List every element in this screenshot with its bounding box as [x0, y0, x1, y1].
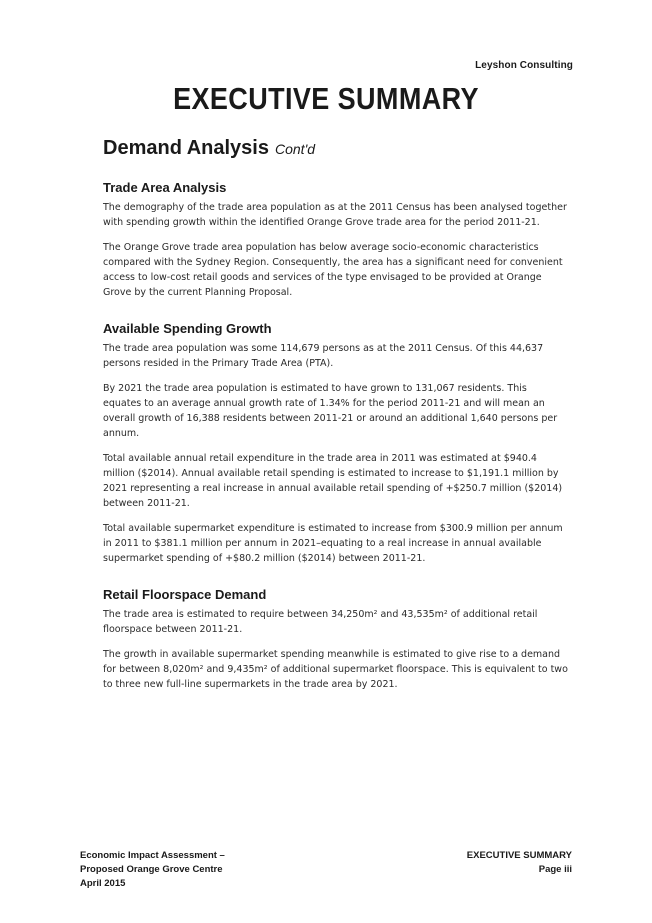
- paragraph: The trade area population was some 114,679 persons as at the 2011 Census. Of this 44,637 persons resided in the Primary Trade Area (PTA).: [103, 343, 544, 369]
- footer-section-name: EXECUTIVE SUMMARY: [466, 850, 572, 861]
- subsection-retail-floorspace-demand: [103, 587, 568, 692]
- subsection-heading: Available Spending Growth: [103, 321, 272, 336]
- subsection-heading: Retail Floorspace Demand: [103, 587, 267, 602]
- paragraph: The Orange Grove trade area population has below average socio-economic characteristics compared with the Sydney Region. Consequently, the area has a significant need for convenient access to low-cost retail goods and services of the type envisaged to be provided at Orange Grove by the current Planning Proposal.: [103, 242, 563, 298]
- section-title-text: Demand Analysis: [103, 137, 269, 159]
- company-name: Leyshon Consulting: [475, 60, 573, 71]
- footer-left: [80, 849, 225, 891]
- subsection-trade-area-analysis: [103, 180, 568, 300]
- paragraph: By 2021 the trade area population is estimated to have grown to 131,067 residents. This equates to an average annual growth rate of 1.34% for the period 2011-21 and will mean an overall growth of 16,388 residents between 2011-21 or around an additional 1,640 persons per annum.: [103, 383, 558, 439]
- footer-report-subtitle: Proposed Orange Grove Centre: [80, 864, 223, 875]
- content-body: [103, 180, 568, 702]
- subsection-heading: Trade Area Analysis: [103, 180, 227, 195]
- page-title: EXECUTIVE SUMMARY: [173, 82, 479, 116]
- subsection-available-spending-growth: [103, 321, 568, 566]
- footer-page-number: Page iii: [538, 864, 572, 875]
- paragraph: Total available annual retail expenditure in the trade area in 2011 was estimated at $940.4 million ($2014). Annual available retail spending is estimated to increase to $1,191.1 million by 2021 representing a real increase in annual available retail spending of +$250.7 million ($2014) between 2011-21.: [103, 453, 563, 509]
- section-title: [103, 137, 315, 160]
- footer-report-title: Economic Impact Assessment –: [80, 850, 225, 861]
- footer-right: [467, 849, 572, 877]
- paragraph: The trade area is estimated to require between 34,250m² and 43,535m² of additional retail floorspace between 2011-21.: [103, 609, 538, 635]
- footer-date: April 2015: [80, 878, 126, 889]
- paragraph: The growth in available supermarket spending meanwhile is estimated to give rise to a demand for between 8,020m² and 9,435m² of additional supermarket floorspace. This is equivalent to two to three new full-line supermarkets in the trade area by 2021.: [103, 649, 568, 690]
- paragraph: Total available supermarket expenditure is estimated to increase from $300.9 million per annum in 2011 to $381.1 million per annum in 2021–equating to a real increase in annual available supermarket spending of +$80.2 million ($2014) between 2011-21.: [103, 523, 563, 564]
- paragraph: The demography of the trade area population as at the 2011 Census has been analysed together with spending growth within the identified Orange Grove trade area for the period 2011-21.: [103, 202, 567, 228]
- section-contd: Cont'd: [275, 141, 316, 157]
